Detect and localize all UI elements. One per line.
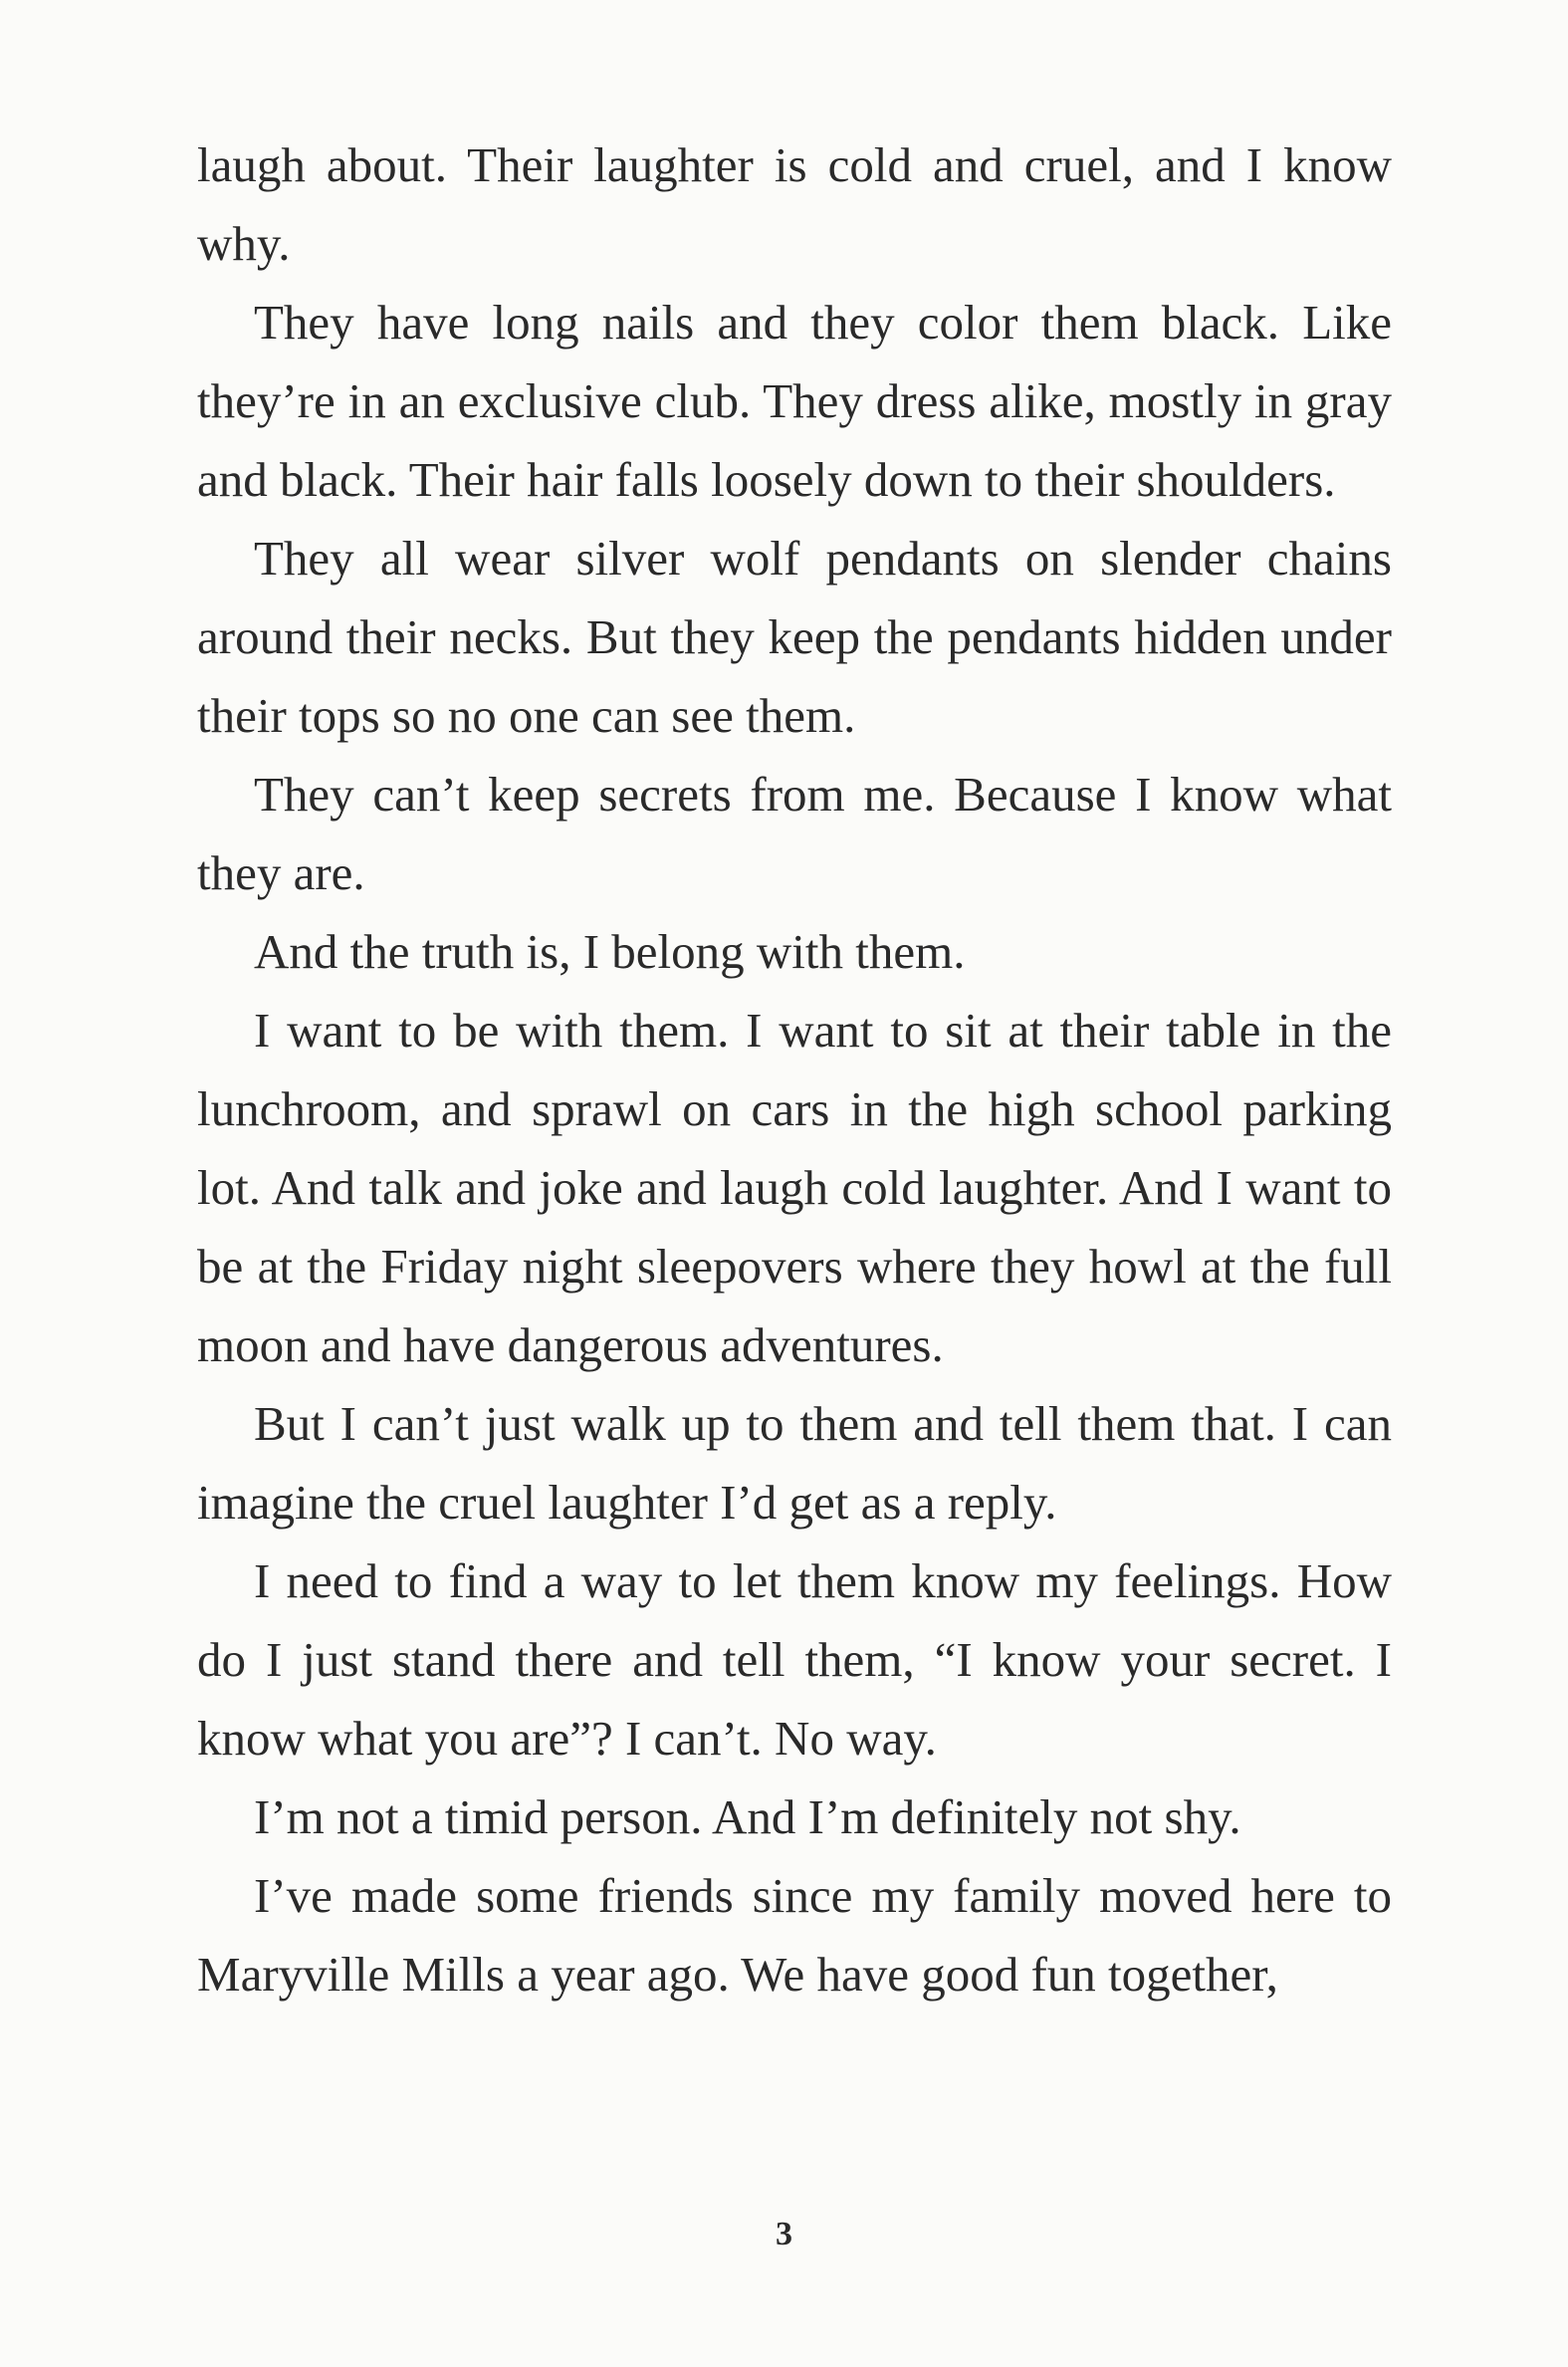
page-number: 3	[776, 2216, 792, 2252]
paragraph: I’m not a timid person. And I’m definitely not shy.	[254, 1789, 1241, 1844]
paragraph: They have long nails and they color them black. Like they’re in an exclusive club. They dress alike, mostly in gray and black. Their hair falls loosely down to their shoulders.	[197, 295, 1392, 507]
paragraph: I’ve made some friends since my family moved here to Maryville Mills a year ago. We have good fun together,	[197, 1868, 1392, 2002]
paragraph: They can’t keep secrets from me. Because I know what they are.	[197, 767, 1392, 900]
body-text	[197, 125, 1392, 2013]
paragraph: But I can’t just walk up to them and tell them that. I can imagine the cruel laughter I’d get as a reply.	[197, 1396, 1392, 1530]
paragraph: They all wear silver wolf pendants on slender chains around their necks. But they keep the pendants hidden under their tops so no one can see them.	[197, 531, 1392, 743]
paragraph: I need to find a way to let them know my feelings. How do I just stand there and tell them, “I know your secret. I know what you are”? I can’t. No way.	[197, 1553, 1392, 1766]
paragraph: And the truth is, I belong with them.	[254, 924, 966, 979]
paragraph: I want to be with them. I want to sit at their table in the lunchroom, and sprawl on cars in the high school parking lot. And talk and joke and laugh cold laughter. And I want to be at the Friday night sleepovers where they howl at the full moon and have dangerous adventures.	[197, 1003, 1392, 1372]
paragraph: laugh about. Their laughter is cold and cruel, and I know why.	[197, 137, 1392, 271]
